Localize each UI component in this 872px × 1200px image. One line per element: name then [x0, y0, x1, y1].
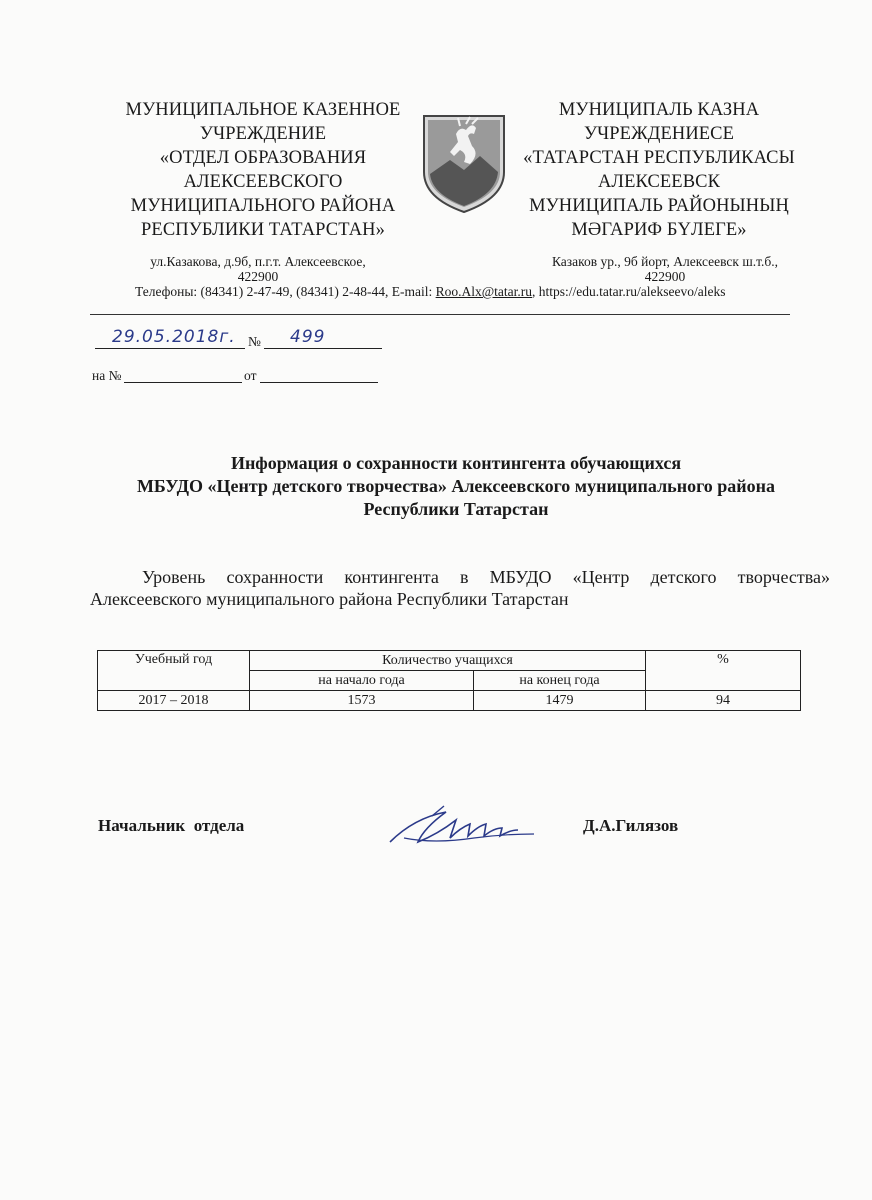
table-header-row	[98, 651, 801, 671]
title-line: Республики Татарстан	[363, 499, 549, 519]
org-line: УЧРЕЖДЕНИЕ	[199, 124, 327, 144]
org-line: «ТАТАРСТАН РЕСПУБЛИКАСЫ	[523, 148, 795, 168]
org-line: МӘГАРИФ БҮЛЕГЕ»	[571, 220, 747, 240]
header-cell-year: Учебный год	[98, 651, 250, 691]
contacts-line	[135, 284, 726, 300]
title-line: Информация о сохранности контингента обучающихся	[230, 453, 682, 473]
signatory-name: Д.А.Гилязов	[583, 816, 679, 835]
org-line: РЕСПУБЛИКИ ТАТАРСТАН»	[141, 220, 385, 240]
document-title	[60, 452, 852, 521]
header-cell-start: на начало года	[250, 671, 474, 691]
contacts-website: , https://edu.tatar.ru/alekseevo/aleks	[532, 284, 726, 299]
cell-start: 1573	[250, 691, 474, 711]
org-line: МУНИЦИПАЛЬНОЕ КАЗЕННОЕ	[125, 100, 401, 120]
handwritten-date: 29.05.2018г.	[112, 327, 236, 347]
number-label: №	[248, 334, 261, 349]
contingent-table	[97, 650, 801, 711]
address-zip: 422900	[644, 269, 686, 284]
reference-date-label: от	[244, 368, 257, 383]
address-zip: 422900	[237, 269, 279, 284]
email-link[interactable]: Roo.Alx@tatar.ru	[435, 284, 533, 299]
header-cell-end: на конец года	[474, 671, 646, 691]
handwritten-signature	[384, 798, 544, 858]
address-russian	[128, 254, 388, 284]
address-line: ул.Казакова, д.9б, п.г.т. Алексеевское,	[150, 254, 366, 269]
cell-percent: 94	[646, 691, 801, 711]
signatory-role: Начальник отдела	[98, 816, 245, 835]
table-row	[98, 691, 801, 711]
handwritten-number: 499	[290, 327, 326, 347]
org-name-russian	[113, 98, 413, 242]
org-line: АЛЕКСЕЕВСК	[597, 172, 721, 192]
title-line: МБУДО «Центр детского творчества» Алексеевского муниципального района	[136, 476, 776, 496]
contacts-phones: Телефоны: (84341) 2-47-49, (84341) 2-48-44, E-mail:	[135, 284, 436, 299]
paragraph-line: Уровень сохранности контингента в МБУДО «Центр детского творчества»	[142, 567, 830, 587]
org-line: МУНИЦИПАЛЬНОГО РАЙОНА	[130, 196, 396, 216]
paragraph-line: Алексеевского муниципального района Республики Татарстан	[90, 589, 569, 609]
reference-number-underline	[124, 382, 242, 383]
number-underline	[264, 348, 382, 349]
org-line: МУНИЦИПАЛЬ РАЙОНЫНЫҢ	[529, 196, 789, 216]
address-line: Казаков ур., 9б йорт, Алексеевск ш.т.б.,	[551, 254, 779, 269]
header-divider	[90, 314, 790, 315]
header-cell-percent: %	[646, 651, 801, 691]
body-paragraph	[90, 566, 830, 610]
reference-number-label: на №	[92, 368, 122, 383]
coat-of-arms-icon	[420, 112, 508, 214]
date-underline	[95, 348, 245, 349]
cell-year: 2017 – 2018	[98, 691, 250, 711]
org-line: МУНИЦИПАЛЬ КАЗНА	[558, 100, 760, 120]
header-cell-count: Количество учащихся	[250, 651, 646, 671]
org-name-tatar	[509, 98, 809, 242]
org-line: УЧРЕЖДЕНИЕСЕ	[583, 124, 735, 144]
org-line: АЛЕКСЕЕВСКОГО	[183, 172, 343, 192]
org-line: «ОТДЕЛ ОБРАЗОВАНИЯ	[159, 148, 367, 168]
cell-end: 1479	[474, 691, 646, 711]
address-tatar	[520, 254, 810, 284]
reference-date-underline	[260, 382, 378, 383]
